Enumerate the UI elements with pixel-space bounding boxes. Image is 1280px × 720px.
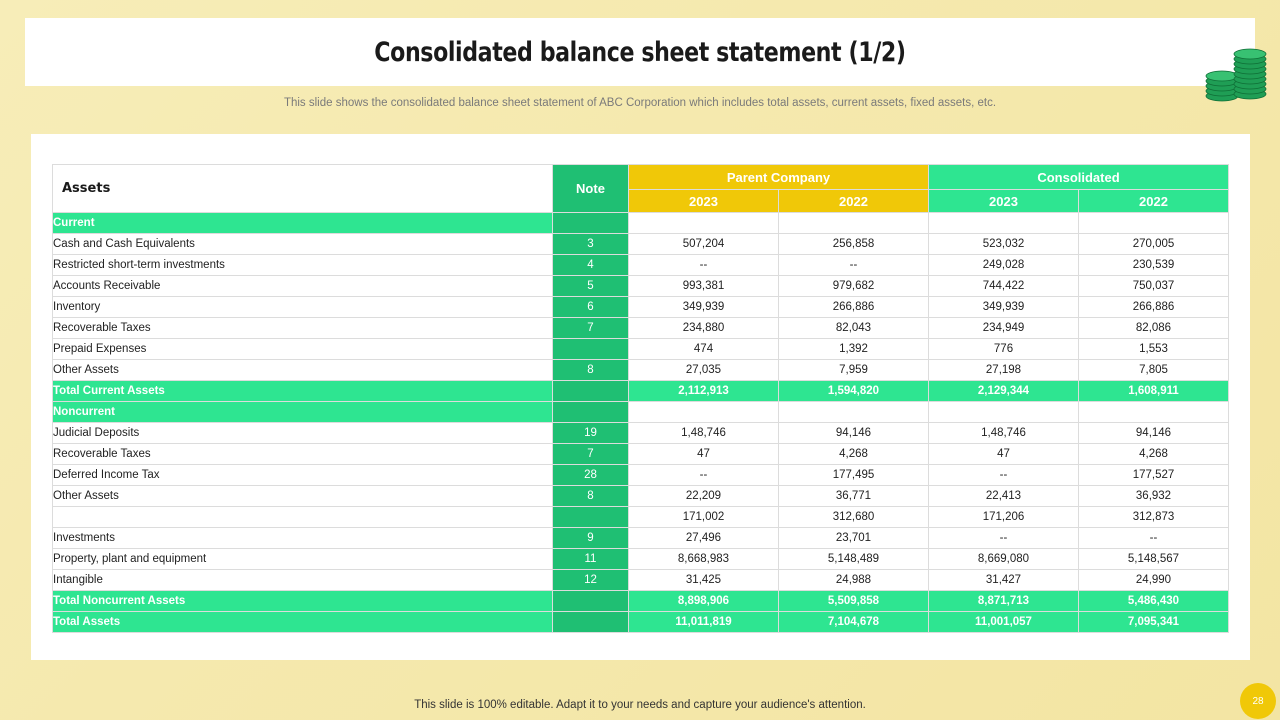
table-row (53, 570, 1229, 591)
table-row (53, 444, 1229, 465)
row-value: 4,268 (779, 444, 929, 465)
row-value (629, 402, 779, 423)
row-value (629, 213, 779, 234)
row-value: 47 (629, 444, 779, 465)
row-note (553, 612, 629, 633)
section-row (53, 402, 1229, 423)
row-value: 8,668,983 (629, 549, 779, 570)
row-note: 6 (553, 297, 629, 318)
total-row (53, 612, 1229, 633)
balance-sheet-table (52, 164, 1229, 633)
row-label: Prepaid Expenses (53, 339, 553, 360)
table-row (53, 549, 1229, 570)
row-value: 27,496 (629, 528, 779, 549)
header-year-consolidated-2023: 2023 (929, 190, 1079, 213)
page-number-badge: 28 (1240, 683, 1276, 719)
row-value: -- (629, 255, 779, 276)
row-value: 22,209 (629, 486, 779, 507)
row-value: 249,028 (929, 255, 1079, 276)
row-value: 177,527 (1079, 465, 1229, 486)
row-value: 171,002 (629, 507, 779, 528)
row-value: 312,680 (779, 507, 929, 528)
row-label: Inventory (53, 297, 553, 318)
row-value: 27,198 (929, 360, 1079, 381)
row-label: Total Assets (53, 612, 553, 633)
row-value: 36,932 (1079, 486, 1229, 507)
row-value: 1,48,746 (629, 423, 779, 444)
table-row (53, 360, 1229, 381)
row-value: 979,682 (779, 276, 929, 297)
row-note (553, 591, 629, 612)
row-value: 2,112,913 (629, 381, 779, 402)
row-value: 11,011,819 (629, 612, 779, 633)
row-label: Deferred Income Tax (53, 465, 553, 486)
row-value: 1,553 (1079, 339, 1229, 360)
row-value: 23,701 (779, 528, 929, 549)
row-label: Other Assets (53, 486, 553, 507)
row-label: Recoverable Taxes (53, 444, 553, 465)
row-value (929, 402, 1079, 423)
title-bar (25, 18, 1255, 86)
row-note: 3 (553, 234, 629, 255)
row-value: 5,486,430 (1079, 591, 1229, 612)
row-note (553, 213, 629, 234)
total-row (53, 381, 1229, 402)
row-value: 36,771 (779, 486, 929, 507)
row-label: Property, plant and equipment (53, 549, 553, 570)
row-value: -- (629, 465, 779, 486)
row-value: 1,594,820 (779, 381, 929, 402)
header-parent-company: Parent Company (629, 165, 929, 190)
row-value: 776 (929, 339, 1079, 360)
row-value: -- (929, 528, 1079, 549)
row-value: 2,129,344 (929, 381, 1079, 402)
row-note: 12 (553, 570, 629, 591)
row-value: 11,001,057 (929, 612, 1079, 633)
row-value: 266,886 (1079, 297, 1229, 318)
row-value: 31,427 (929, 570, 1079, 591)
row-value: 94,146 (779, 423, 929, 444)
row-value: 1,392 (779, 339, 929, 360)
table-row (53, 423, 1229, 444)
header-year-consolidated-2022: 2022 (1079, 190, 1229, 213)
row-label: Intangible (53, 570, 553, 591)
row-note: 19 (553, 423, 629, 444)
row-note: 5 (553, 276, 629, 297)
row-note: 8 (553, 360, 629, 381)
header-year-parent-2022: 2022 (779, 190, 929, 213)
row-value: 523,032 (929, 234, 1079, 255)
row-label: Restricted short-term investments (53, 255, 553, 276)
table-panel (31, 134, 1250, 660)
table-row (53, 234, 1229, 255)
row-value: 234,880 (629, 318, 779, 339)
row-value (779, 213, 929, 234)
row-value: 312,873 (1079, 507, 1229, 528)
row-value: 7,805 (1079, 360, 1229, 381)
row-value: 349,939 (929, 297, 1079, 318)
row-value (1079, 213, 1229, 234)
row-note: 28 (553, 465, 629, 486)
row-value: 8,669,080 (929, 549, 1079, 570)
row-note (553, 507, 629, 528)
row-value: 5,509,858 (779, 591, 929, 612)
row-value: 744,422 (929, 276, 1079, 297)
row-note: 7 (553, 318, 629, 339)
row-value: 82,043 (779, 318, 929, 339)
table-row (53, 318, 1229, 339)
row-value: 8,898,906 (629, 591, 779, 612)
row-value: 31,425 (629, 570, 779, 591)
row-value: 993,381 (629, 276, 779, 297)
table-body (53, 213, 1229, 633)
row-value: 1,48,746 (929, 423, 1079, 444)
row-label: Total Noncurrent Assets (53, 591, 553, 612)
row-value: 7,095,341 (1079, 612, 1229, 633)
row-value: 5,148,567 (1079, 549, 1229, 570)
row-value: 177,495 (779, 465, 929, 486)
row-value: -- (779, 255, 929, 276)
row-value: 234,949 (929, 318, 1079, 339)
row-value: 256,858 (779, 234, 929, 255)
row-value: 82,086 (1079, 318, 1229, 339)
row-value: 8,871,713 (929, 591, 1079, 612)
row-value: -- (929, 465, 1079, 486)
row-value (1079, 402, 1229, 423)
row-value: 349,939 (629, 297, 779, 318)
subtitle: This slide shows the consolidated balance sheet statement of ABC Corporation which includes total assets, current assets, fixed assets, etc. (283, 97, 997, 109)
row-note: 8 (553, 486, 629, 507)
row-note: 9 (553, 528, 629, 549)
table-row (53, 255, 1229, 276)
row-label: Investments (53, 528, 553, 549)
row-value: 230,539 (1079, 255, 1229, 276)
row-label: Current (53, 213, 553, 234)
row-value: 24,990 (1079, 570, 1229, 591)
row-value (779, 402, 929, 423)
row-value (929, 213, 1079, 234)
row-value: 507,204 (629, 234, 779, 255)
row-value: 266,886 (779, 297, 929, 318)
table-row (53, 528, 1229, 549)
row-value: 7,104,678 (779, 612, 929, 633)
page-title: Consolidated balance sheet statement (1/2) (374, 36, 906, 68)
row-value: 750,037 (1079, 276, 1229, 297)
header-year-parent-2023: 2023 (629, 190, 779, 213)
table-row (53, 486, 1229, 507)
row-label: Recoverable Taxes (53, 318, 553, 339)
row-note (553, 381, 629, 402)
header-assets: Assets (53, 165, 553, 213)
row-value: 27,035 (629, 360, 779, 381)
row-value: 22,413 (929, 486, 1079, 507)
header-note: Note (553, 165, 629, 213)
row-label: Judicial Deposits (53, 423, 553, 444)
row-label: Other Assets (53, 360, 553, 381)
row-value: 47 (929, 444, 1079, 465)
coin-stack-icon (1202, 46, 1274, 102)
footer-text: This slide is 100% editable. Adapt it to your needs and capture your audience's attention. (414, 699, 866, 711)
row-value: 474 (629, 339, 779, 360)
row-value: 4,268 (1079, 444, 1229, 465)
total-row (53, 591, 1229, 612)
table-row (53, 339, 1229, 360)
row-label: Cash and Cash Equivalents (53, 234, 553, 255)
row-value: 24,988 (779, 570, 929, 591)
row-value: 270,005 (1079, 234, 1229, 255)
table-row (53, 276, 1229, 297)
row-value: 171,206 (929, 507, 1079, 528)
table-row (53, 465, 1229, 486)
table-row (53, 507, 1229, 528)
row-value: 94,146 (1079, 423, 1229, 444)
row-label: Total Current Assets (53, 381, 553, 402)
table-row (53, 297, 1229, 318)
row-value: 5,148,489 (779, 549, 929, 570)
row-note (553, 402, 629, 423)
row-note: 7 (553, 444, 629, 465)
row-value: 1,608,911 (1079, 381, 1229, 402)
row-label: Noncurrent (53, 402, 553, 423)
row-note: 11 (553, 549, 629, 570)
row-note (553, 339, 629, 360)
section-row (53, 213, 1229, 234)
header-consolidated: Consolidated (929, 165, 1229, 190)
row-value: -- (1079, 528, 1229, 549)
row-label (53, 507, 553, 528)
row-note: 4 (553, 255, 629, 276)
row-label: Accounts Receivable (53, 276, 553, 297)
row-value: 7,959 (779, 360, 929, 381)
